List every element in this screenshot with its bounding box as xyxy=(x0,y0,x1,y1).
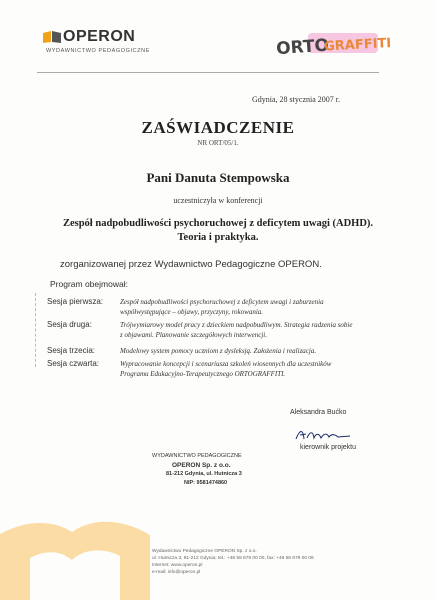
book-decoration-icon xyxy=(0,480,150,600)
issue-date: Gdynia, 28 stycznia 2007 r. xyxy=(252,95,340,104)
stamp-line: WYDAWNICTWO PEDAGOGICZNE xyxy=(152,453,242,459)
footer-line: Internet: www.operon.pl xyxy=(152,563,203,568)
svg-text:ORTO: ORTO xyxy=(275,35,330,60)
session-line: Wypracowanie koncepcji i scenariusza szkoleń wiosennych dla uczestników xyxy=(120,360,332,368)
session-description xyxy=(120,347,380,357)
footer-line: e-mail: info@operon.pl xyxy=(152,570,201,575)
ortograffiti-logo xyxy=(272,30,392,60)
session-label: Sesja pierwsza: xyxy=(47,297,104,306)
svg-text:GRAFFITI: GRAFFITI xyxy=(323,35,392,55)
session-line: współwystępujące – objawy, przyczyny, rokowania. xyxy=(120,307,264,316)
stamp-line: NIP: 9581474860 xyxy=(184,480,228,486)
company-stamp xyxy=(150,452,242,488)
session-line: Trójwymiarowy model pracy z dzieckiem nadpobudliwym. Strategia radzenia sobie xyxy=(120,321,353,329)
session-line: z objawami. Planowanie szczegółowych interwencji. xyxy=(120,330,267,339)
session-line: Zespół nadpobudliwości psychoruchowej z deficytem uwagi i zaburzenia xyxy=(120,298,324,306)
operon-logo-icon xyxy=(42,30,62,44)
signatory-role: kierownik projektu xyxy=(300,444,357,451)
program-label: Program obejmował: xyxy=(50,279,128,289)
stamp-line: 81-212 Gdynia, ul. Hutnicza 3 xyxy=(166,471,242,477)
logo-subtitle: WYDAWNICTWO PEDAGOGICZNE xyxy=(46,48,151,54)
stamp-line: OPERON Sp. z o.o. xyxy=(172,462,231,469)
footer-contact xyxy=(152,548,314,576)
session-label: Sesja trzecia: xyxy=(47,346,96,355)
session-description xyxy=(120,298,380,317)
document-number: NR ORT/05/1. xyxy=(197,139,239,147)
signatory-name: Aleksandra Bućko xyxy=(290,409,347,416)
session-description xyxy=(120,360,380,379)
recipient-name: Pani Danuta Stempowska xyxy=(146,170,290,185)
header-divider xyxy=(37,72,379,73)
organizer-text: zorganizowanej przez Wydawnictwo Pedagogiczne OPERON. xyxy=(60,259,322,270)
handwritten-signature xyxy=(294,427,352,441)
logo-text: OPERON xyxy=(63,28,136,45)
conference-title-line2: Teoria i praktyka. xyxy=(177,232,259,243)
session-line: Programu Edukacyjno-Terapeutycznego ORTOGRAFFITI. xyxy=(120,369,286,378)
session-description xyxy=(120,321,380,340)
session-label: Sesja druga: xyxy=(47,320,92,329)
session-line: Modelowy system pomocy uczniom z dysleksją. Założenia i realizacja. xyxy=(120,347,317,355)
conference-title-line1: Zespół nadpobudliwości psychoruchowej z deficytem uwagi (ADHD). xyxy=(62,218,374,229)
footer-line: ul. Hutnicza 3, 81-212 Gdynia; tel.: +48 58 679 00 00, fax: +48 58 679 00 06 xyxy=(152,556,314,561)
document-title: ZAŚWIADCZENIE xyxy=(141,118,295,137)
footer-line: Wydawnictwo Pedagogiczne OPERON Sp. z o.o. xyxy=(152,549,257,554)
session-label: Sesja czwarta: xyxy=(47,359,100,368)
participation-text: uczestniczyła w konferencji xyxy=(173,196,263,205)
